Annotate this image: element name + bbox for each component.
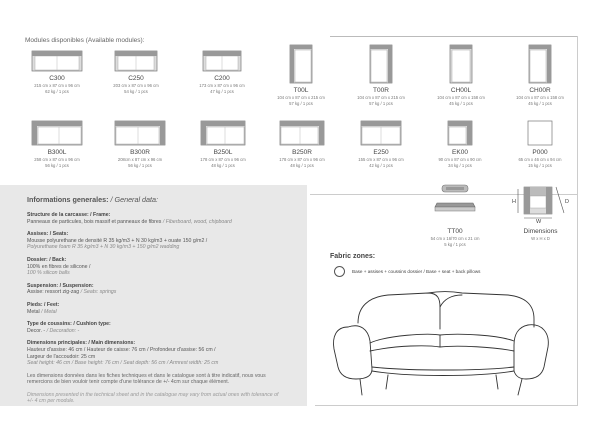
spec-back: Dossier: / Back: 100% en fibres de silicone / 100 % silicon balls xyxy=(27,256,91,277)
module-t00r xyxy=(346,44,416,106)
module-dimensions: 173 cm x 87 cm x 96 cm xyxy=(199,83,245,88)
module-weight: 48 kg / 1 pcs xyxy=(290,162,314,168)
module-c250 xyxy=(101,50,171,94)
module-code: EK00 xyxy=(452,149,468,156)
sofa-2-5-seat-arm-left-icon xyxy=(200,120,246,146)
fabric-zone-label: Base + assises + coussins dossier / Base + seat + back pillows xyxy=(352,269,481,274)
tray-table-icon xyxy=(425,183,485,223)
chaise-longue-left-icon xyxy=(449,44,473,84)
module-weight: 56 kg / 1 pcs xyxy=(128,162,152,168)
module-b250r xyxy=(267,120,337,168)
width-label: W xyxy=(536,219,542,223)
module-code: B300R xyxy=(130,149,150,156)
module-weight: 48 kg / 1 pcs xyxy=(211,162,235,168)
sofa-3-seat-icon xyxy=(31,50,83,72)
fabric-zone-option[interactable] xyxy=(334,266,480,277)
module-ch00r xyxy=(505,44,575,106)
module-code: CH00R xyxy=(529,87,551,94)
right-divider xyxy=(577,36,578,406)
spec-seats: Assises: / Seats: Mousse polyurethane de densité R 35 kg/m3 + N 30 kg/m3 + ouate 150 g/m2 / Polyurethane foam R 35 kg/m3 + N 30 kg/m3 + 150 g/m2 wadding xyxy=(27,231,208,251)
corner-module-icon xyxy=(447,120,473,146)
module-code: B300L xyxy=(47,149,67,156)
general-data-panel xyxy=(0,185,307,406)
module-code: B250R xyxy=(292,149,312,156)
fabric-zones-title: Fabric zones: xyxy=(330,253,376,260)
sofa-armless-icon xyxy=(360,120,402,146)
module-weight: 45 kg / 1 pcs xyxy=(449,100,473,106)
module-dimensions: 90 cm x 87 cm x 90 cm xyxy=(438,157,482,162)
module-code: C200 xyxy=(214,75,230,82)
module-code: B250L xyxy=(213,149,233,156)
module-code: CH00L xyxy=(450,87,472,94)
module-dimensions: 155 cm x 87 cm x 96 cm xyxy=(358,157,404,162)
module-t00l xyxy=(266,44,336,106)
tt00-weight: 5 kg / 1 pcs xyxy=(444,241,466,247)
module-code: C300 xyxy=(49,75,65,82)
module-code: T00R xyxy=(373,87,389,94)
module-weight: 34 kg / 1 pcs xyxy=(448,162,472,168)
dimensions-diagram xyxy=(508,183,573,242)
height-label: H xyxy=(512,199,516,205)
module-b300l xyxy=(22,120,92,168)
depth-label: D xyxy=(565,199,569,205)
sofa-3-seat-arm-right-icon xyxy=(114,120,166,146)
general-data-title: Informations generales: / General data: xyxy=(27,195,159,204)
modules-title: Modules disponibles (Available modules): xyxy=(25,37,145,44)
module-dimensions: 258 cm x 87 cm x 96 cm xyxy=(34,157,80,162)
module-code: C250 xyxy=(128,75,144,82)
module-code: P000 xyxy=(532,149,548,156)
fabric-zone-radio[interactable] xyxy=(334,266,345,277)
chaise-longue-right-icon xyxy=(528,44,552,84)
module-tt00 xyxy=(425,183,485,247)
module-weight: 45 kg / 1 pcs xyxy=(528,100,552,106)
sofa-2-5-seat-arm-right-icon xyxy=(279,120,325,146)
spec-cushion-type: Type de coussins: / Cushion type: Decor. - / Decoration: - xyxy=(27,321,111,334)
sofa-line-drawing xyxy=(328,285,553,400)
module-weight: 57 kg / 1 pcs xyxy=(289,100,313,106)
module-weight: 57 kg / 1 pcs xyxy=(369,100,393,106)
sofa-3-seat-arm-left-icon xyxy=(31,120,83,146)
module-code: E250 xyxy=(373,149,389,156)
dimensions-label: Dimensions xyxy=(523,228,558,235)
module-ek00 xyxy=(425,120,495,168)
module-dimensions: 178 cm x 87 cm x 96 cm xyxy=(200,157,246,162)
chaise-left-icon xyxy=(289,44,313,84)
module-dimensions: 178 cm x 87 cm x 96 cm xyxy=(279,157,325,162)
armchair-dimensions-icon xyxy=(508,183,573,223)
module-dimensions: 215 cm x 87 cm x 96 cm xyxy=(34,83,80,88)
module-dimensions: 104 cm x 87 cm x 215 cm xyxy=(277,95,325,100)
module-dimensions: 104 cm x 87 cm x 158 cm xyxy=(437,95,485,100)
module-weight: 47 kg / 1 pcs xyxy=(210,88,234,94)
spec-main-dimensions: Dimensions principales: / Main dimensions: Hauteur d'assise: 46 cm / Hauteur de caisse: 76 cm / Profondeur d'assise: 56 cm / Largeur de l'accoudoir: 25 cm Seat height: 46 cm / Base height: 76 cm / Seat depth: 56 cm / Armrest width: 25 cm xyxy=(27,340,219,367)
module-dimensions: 104 cm x 87 cm x 158 cm xyxy=(516,95,564,100)
pouf-icon xyxy=(527,120,553,146)
sofa-2-5-seat-icon xyxy=(114,50,158,72)
dimensions-sub: W x H x D xyxy=(531,236,550,241)
spec-frame: Structure de la carcasse: / Frame: Panneaux de particules, bois massif et panneaux de fibres / Fiberboard, wood, chipboard xyxy=(27,212,232,225)
module-dimensions: 203 cm x 87 cm x 96 cm xyxy=(113,83,159,88)
module-ch00l xyxy=(426,44,496,106)
module-c300 xyxy=(22,50,92,94)
module-e250 xyxy=(346,120,416,168)
module-b300r xyxy=(105,120,175,168)
sofa-2-seat-icon xyxy=(202,50,242,72)
tolerance-note-fr: Les dimensions données dans les fiches techniques et dans le catalogue sont à titre indicatif, nous vous remercions de bien vouloir tenir compte d'une tolérance de +/- 4cm sur chaque élément. xyxy=(27,372,266,386)
module-code: T00L xyxy=(293,87,309,94)
module-weight: 62 kg / 1 pcs xyxy=(45,88,69,94)
module-weight: 56 kg / 1 pcs xyxy=(45,162,69,168)
module-c200 xyxy=(187,50,257,94)
tolerance-note-en: Dimensions presented in the technical sheet and in the catalogue may vary from actual ones with tolerance of +/- 4 cm per module. xyxy=(27,391,279,405)
module-p000 xyxy=(505,120,575,168)
module-weight: 15 kg / 1 pcs xyxy=(528,162,552,168)
module-weight: 42 kg / 1 pcs xyxy=(369,162,393,168)
module-dimensions: 104 cm x 87 cm x 215 cm xyxy=(357,95,405,100)
tt00-code: TT00 xyxy=(447,228,463,235)
spec-suspension: Suspension: / Suspension: Assise: ressort zig-zag / Seats: springs xyxy=(27,282,117,296)
module-dimensions: 65 cm x 46 cm x 94 cm xyxy=(518,157,562,162)
tt00-dimensions: 54 cm x 16/70 cm x 21 cm xyxy=(430,236,480,241)
chaise-right-icon xyxy=(369,44,393,84)
spec-feet: Pieds: / Feet: Metal / Metal xyxy=(27,301,60,315)
module-dimensions: 208cm x 87 cm x 96 cm xyxy=(117,157,163,162)
module-weight: 54 kg / 1 pcs xyxy=(124,88,148,94)
bottom-divider xyxy=(315,405,577,406)
module-b250l xyxy=(188,120,258,168)
top-divider xyxy=(330,36,577,37)
